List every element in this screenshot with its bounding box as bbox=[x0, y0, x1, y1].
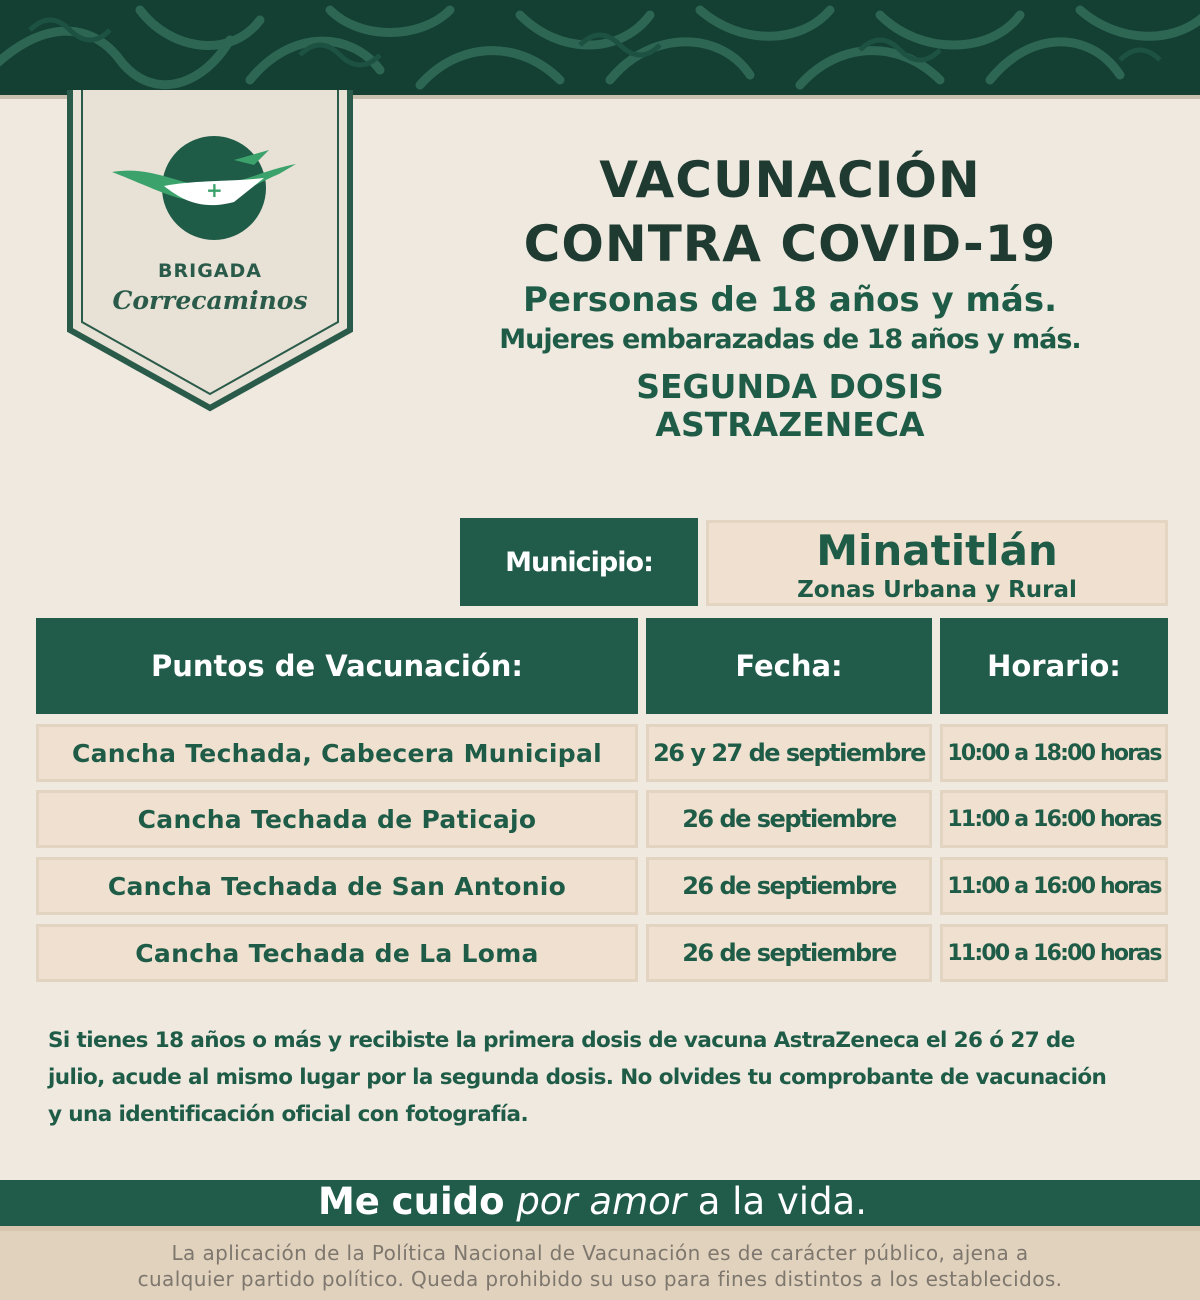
table-header-places: Puntos de Vacunación: bbox=[36, 618, 638, 714]
slogan-word-por-amor: por amor bbox=[516, 1180, 686, 1223]
brigada-badge bbox=[64, 90, 356, 412]
slogan-word-cuido: cuido bbox=[391, 1180, 505, 1223]
table-cell-time: 10:00 a 18:00 horas bbox=[940, 724, 1168, 782]
headline bbox=[440, 148, 1140, 448]
note-line1: Si tienes 18 años o más y recibiste la primera dosis de vacuna AstraZeneca el 26 ó 27 de bbox=[48, 1028, 1075, 1053]
audience-text: Personas de 18 años y más. bbox=[522, 280, 1058, 320]
municipio-label: Municipio: bbox=[460, 518, 698, 606]
headline-line2: CONTRA COVID-19 bbox=[523, 215, 1057, 273]
table-cell-place: Cancha Techada, Cabecera Municipal bbox=[36, 724, 638, 782]
instructions-note bbox=[48, 1022, 1172, 1133]
municipio-zones: Zonas Urbana y Rural bbox=[797, 577, 1077, 603]
disclaimer bbox=[0, 1231, 1200, 1300]
slogan-word-me: Me bbox=[317, 1180, 380, 1223]
table-header-date: Fecha: bbox=[646, 618, 932, 714]
headline-line1: VACUNACIÓN bbox=[599, 151, 981, 209]
dose-text: SEGUNDA DOSIS bbox=[636, 367, 944, 406]
municipio-name: Minatitlán bbox=[816, 526, 1058, 575]
table-header-time: Horario: bbox=[940, 618, 1168, 714]
table-cell-date: 26 de septiembre bbox=[646, 790, 932, 848]
slogan-word-vida: a la vida. bbox=[697, 1180, 867, 1223]
table-cell-time: 11:00 a 16:00 horas bbox=[940, 924, 1168, 982]
note-line3: y una identificación oficial con fotografía. bbox=[48, 1102, 529, 1127]
table-cell-time: 11:00 a 16:00 horas bbox=[940, 790, 1168, 848]
pregnant-text: Mujeres embarazadas de 18 años y más. bbox=[499, 324, 1081, 355]
table-cell-date: 26 de septiembre bbox=[646, 924, 932, 982]
table-cell-place: Cancha Techada de La Loma bbox=[36, 924, 638, 982]
pattern-ornament bbox=[0, 0, 1200, 95]
top-decorative-band bbox=[0, 0, 1200, 95]
badge-title: BRIGADA bbox=[158, 260, 262, 282]
disclaimer-line1: La aplicación de la Política Nacional de Vacunación es de carácter público, ajena a bbox=[171, 1241, 1029, 1265]
badge-shield bbox=[64, 90, 356, 412]
table-cell-time: 11:00 a 16:00 horas bbox=[940, 857, 1168, 915]
slogan bbox=[0, 1178, 1185, 1226]
table-cell-place: Cancha Techada de Paticajo bbox=[36, 790, 638, 848]
badge-name: Correcaminos bbox=[112, 286, 308, 315]
svg-text:+: + bbox=[206, 178, 223, 202]
table-cell-date: 26 y 27 de septiembre bbox=[646, 724, 932, 782]
disclaimer-line2: cualquier partido político. Queda prohibido su uso para fines distintos a los establecidos. bbox=[137, 1267, 1063, 1291]
vaccine-text: ASTRAZENECA bbox=[655, 405, 925, 444]
table-cell-place: Cancha Techada de San Antonio bbox=[36, 857, 638, 915]
note-line2: julio, acude al mismo lugar por la segunda dosis. No olvides tu comprobante de vacunación bbox=[48, 1065, 1107, 1090]
table-cell-date: 26 de septiembre bbox=[646, 857, 932, 915]
municipio-box bbox=[706, 520, 1168, 606]
